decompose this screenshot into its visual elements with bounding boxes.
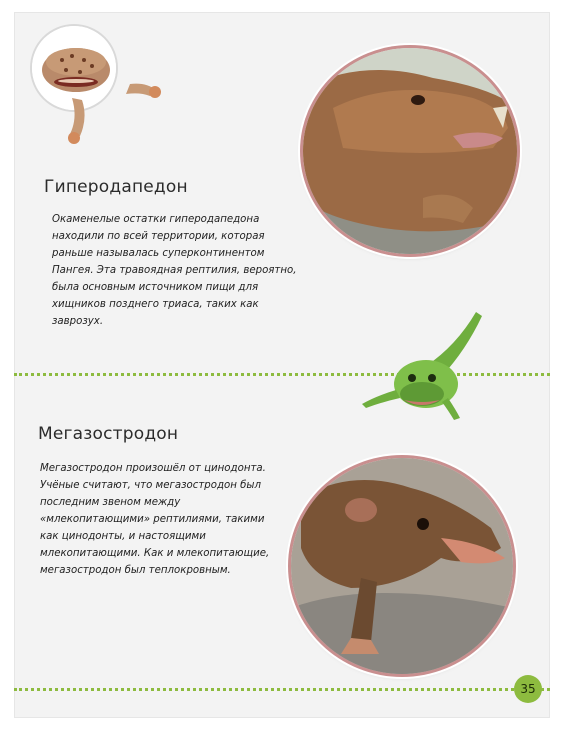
megazostrodon-image (291, 458, 513, 674)
section-text-megazostrodon: Мегазостродон произошёл от цинодонта. Учёные считают, что мегазостродон был последним звеном между «млекопитающими» рептилиями, такими как цинодонты, и настоящими млекопитающими. Как и млекопитающие, мегазостродон был теплокровным. (40, 463, 270, 576)
green-lizard-illustration (356, 306, 492, 422)
hyperodapedon-image (303, 48, 517, 254)
section-title-megazostrodon: Мегазостродон (38, 424, 179, 444)
page-number-badge: 35 (514, 675, 542, 703)
creature-legs-illustration (60, 74, 164, 154)
section-title-hyperodapedon: Гиперодапедон (44, 177, 188, 197)
section-text-hyperodapedon: Окаменелые остатки гиперодапедона находили по всей территории, которая раньше называлась суперконтинентом Пангея. Эта травоядная рептилия, вероятно, была основным источником пищи для хищников позднего триаса, таких как заврозух. (52, 214, 297, 327)
bottom-dotted-divider (14, 688, 550, 691)
